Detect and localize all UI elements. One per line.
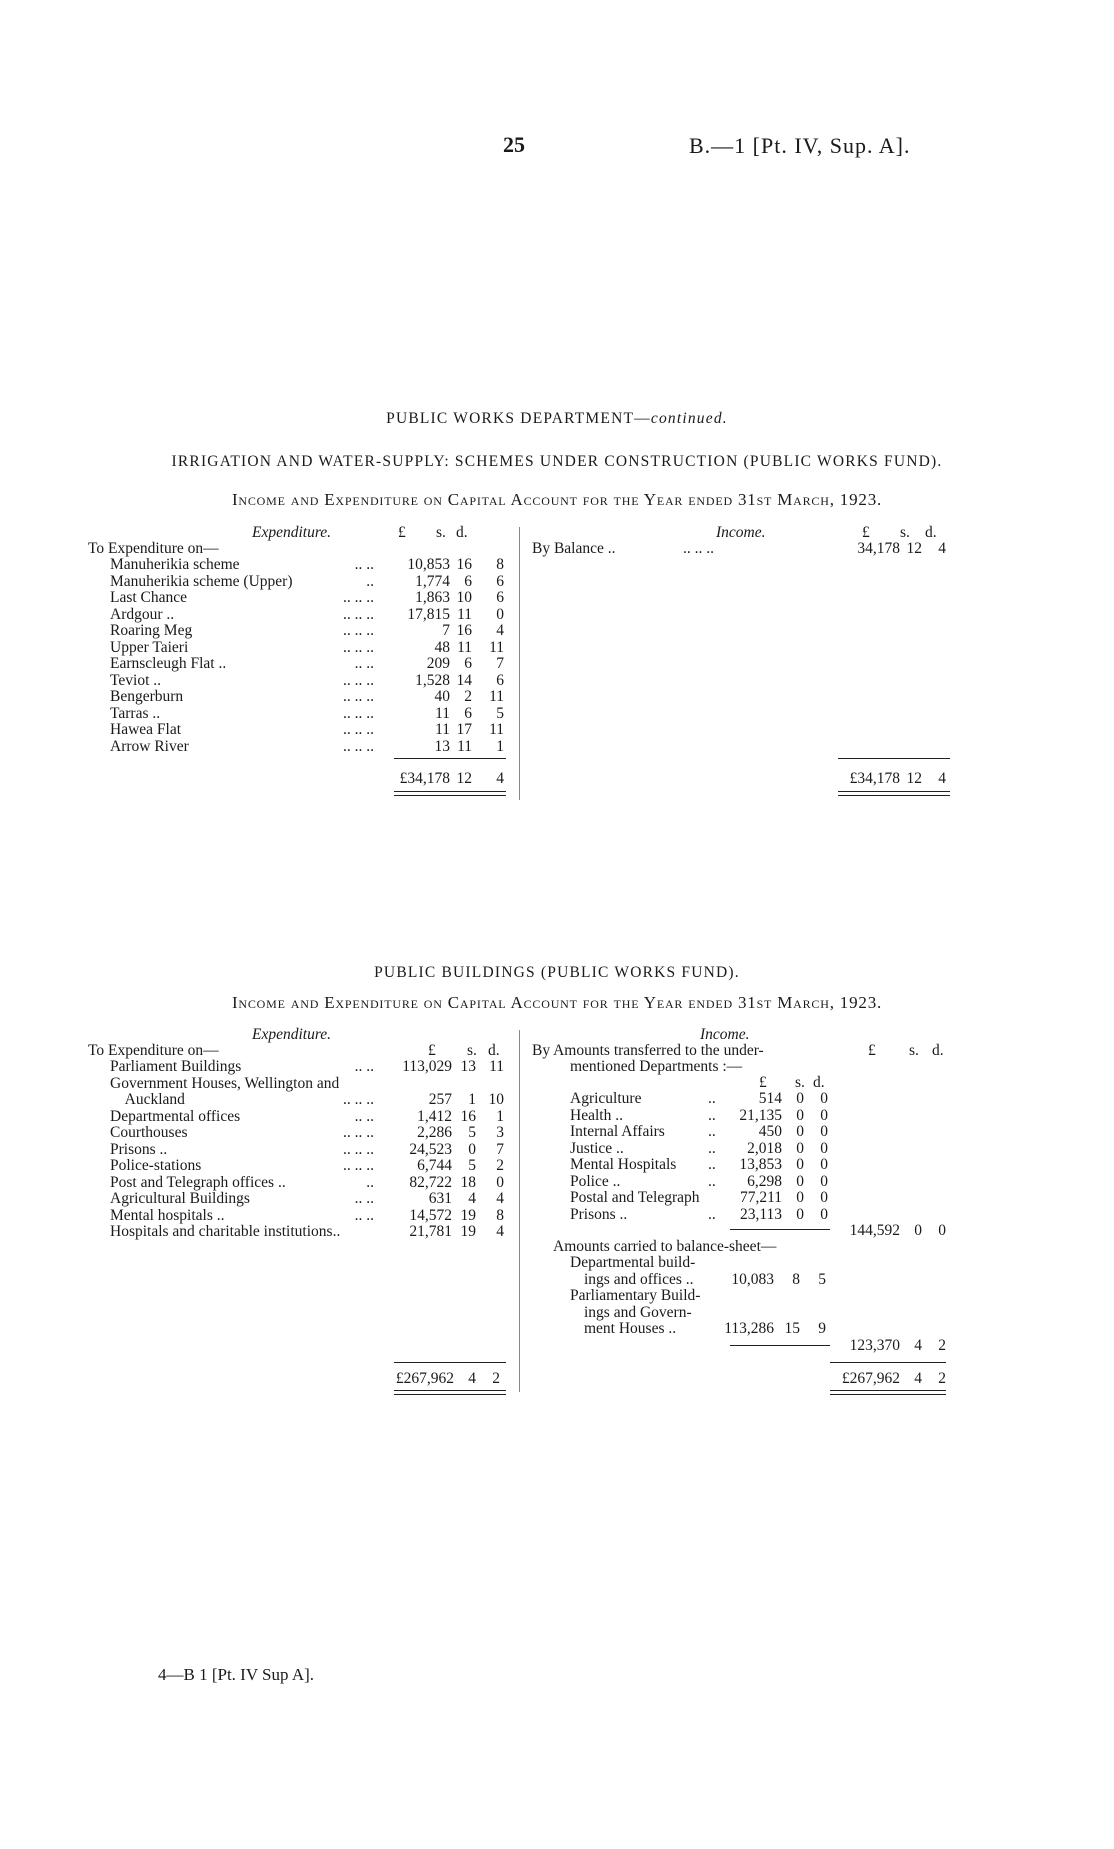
- expenditure-label: Expenditure.: [252, 1026, 332, 1043]
- carried-subtotal-pence: 2: [938, 1337, 946, 1354]
- expenditure-pounds: 48: [434, 639, 450, 656]
- expenditure-pence: 3: [496, 1124, 504, 1141]
- expenditure-pence: 11: [489, 688, 504, 705]
- expenditure-item-name: Ardgour ..: [110, 606, 175, 623]
- dept-pence-header: d.: [813, 1074, 825, 1091]
- dot-leader: .. ..: [354, 655, 374, 672]
- expenditure-pence: 1: [496, 738, 504, 755]
- expenditure-total-pounds: £267,962: [395, 1370, 454, 1387]
- income-shillings: 12: [906, 540, 922, 557]
- department-shillings: 0: [796, 1090, 804, 1107]
- expenditure-pounds: 1,528: [415, 672, 450, 689]
- shillings-header: s.: [436, 524, 446, 541]
- dot-leader: .. .. ..: [343, 672, 374, 689]
- department-shillings: 0: [796, 1173, 804, 1190]
- shillings-header: s.: [909, 1042, 919, 1059]
- dot-leader: ..: [708, 1140, 716, 1157]
- expenditure-item-name: Post and Telegraph offices ..: [110, 1174, 286, 1191]
- dot-leader: .. .. ..: [343, 721, 374, 738]
- dot-leader: .. ..: [354, 1190, 374, 1207]
- expenditure-pence: 1: [496, 1108, 504, 1125]
- dot-leader: ..: [708, 1123, 716, 1140]
- expenditure-total-shillings: 12: [456, 770, 472, 787]
- department-shillings: 0: [796, 1140, 804, 1157]
- total-rule: [394, 758, 506, 759]
- expenditure-item-name: Tarras ..: [110, 705, 161, 722]
- expenditure-shillings: 2: [464, 688, 472, 705]
- expenditure-shillings: 10: [456, 589, 472, 606]
- expenditure-item-name: Agricultural Buildings: [110, 1190, 250, 1207]
- expenditure-pounds: 11: [435, 721, 450, 738]
- expenditure-item-name: Police-stations: [110, 1157, 202, 1174]
- expenditure-pounds: 1,863: [415, 589, 450, 606]
- departments-subtotal-shillings: 0: [914, 1222, 922, 1239]
- dot-leader: .. .. ..: [343, 1124, 374, 1141]
- carried-pounds: 113,286: [724, 1320, 774, 1337]
- expenditure-shillings: 4: [468, 1190, 476, 1207]
- income-total-pounds: £267,962: [841, 1370, 900, 1387]
- expenditure-pence: 11: [489, 721, 504, 738]
- total-rule: [394, 1362, 506, 1363]
- department-pounds: 23,113: [739, 1206, 782, 1223]
- income-label: Income.: [716, 524, 766, 541]
- department-name: Justice ..: [570, 1140, 624, 1157]
- department-pence: 0: [820, 1107, 828, 1124]
- department-pounds: 77,211: [739, 1189, 782, 1206]
- expenditure-pounds: 40: [434, 688, 450, 705]
- expenditure-pence: 6: [496, 589, 504, 606]
- carried-subtotal-pounds: 123,370: [849, 1337, 900, 1354]
- carried-pence: 5: [818, 1271, 826, 1288]
- department-pence: 0: [820, 1140, 828, 1157]
- footer-signature: 4—B 1 [Pt. IV Sup A].: [158, 1665, 315, 1684]
- dot-leader: ..: [708, 1156, 716, 1173]
- department-pence: 0: [820, 1123, 828, 1140]
- dot-leader: .. .. ..: [343, 1091, 374, 1108]
- expenditure-pounds: 257: [428, 1091, 452, 1108]
- dot-leader: .. ..: [354, 1108, 374, 1125]
- expenditure-pounds: 2,286: [417, 1124, 452, 1141]
- expenditure-item-name: Roaring Meg: [110, 622, 193, 639]
- expenditure-pence: 4: [496, 622, 504, 639]
- expenditure-pounds: 17,815: [407, 606, 450, 623]
- expenditure-item-name: Parliament Buildings: [110, 1058, 242, 1075]
- section2-subheading: Income and Expenditure on Capital Account for the Year ended 31st March, 1923.: [231, 993, 883, 1012]
- department-pence: 0: [820, 1173, 828, 1190]
- carried-item-line: ings and Govern-: [584, 1304, 692, 1321]
- total-rule: [838, 758, 950, 759]
- double-rule: [830, 1390, 946, 1395]
- total-rule: [830, 1362, 946, 1363]
- expenditure-shillings: 6: [464, 705, 472, 722]
- expenditure-pounds: 11: [435, 705, 450, 722]
- document-reference: B.—1 [Pt. IV, Sup. A].: [689, 133, 911, 158]
- expenditure-shillings: 6: [464, 573, 472, 590]
- expenditure-pounds: 631: [428, 1190, 452, 1207]
- department-name: Postal and Telegraph: [570, 1189, 700, 1206]
- carried-item-line: Parliamentary Build-: [570, 1287, 701, 1304]
- carried-pence: 9: [818, 1320, 826, 1337]
- to-expenditure-line: To Expenditure on—: [88, 540, 219, 557]
- department-pounds: 21,135: [739, 1107, 782, 1124]
- department-pounds: 6,298: [747, 1173, 782, 1190]
- section1-heading: IRRIGATION AND WATER-SUPPLY: SCHEMES UNDER CONSTRUCTION (PUBLIC WORKS FUND).: [171, 453, 943, 470]
- department-shillings: 0: [796, 1123, 804, 1140]
- expenditure-item-name: Auckland: [110, 1091, 185, 1108]
- shillings-header: s.: [900, 524, 910, 541]
- section1-subheading: Income and Expenditure on Capital Account for the Year ended 31st March, 1923.: [231, 490, 883, 509]
- expenditure-pounds: 14,572: [409, 1207, 452, 1224]
- department-name: Health ..: [570, 1107, 623, 1124]
- dot-leader: .. .. ..: [343, 639, 374, 656]
- pound-header: £: [398, 524, 406, 541]
- expenditure-pounds: 13: [434, 738, 450, 755]
- expenditure-shillings: 19: [460, 1223, 476, 1240]
- expenditure-pence: 0: [496, 1174, 504, 1191]
- carried-subtotal-shillings: 4: [914, 1337, 922, 1354]
- department-title: PUBLIC WORKS DEPARTMENT—continued.: [386, 410, 728, 427]
- expenditure-pence: 10: [488, 1091, 504, 1108]
- double-rule: [394, 791, 506, 796]
- subtotal-rule: [730, 1229, 830, 1230]
- department-pounds: 13,853: [739, 1156, 782, 1173]
- expenditure-pounds: 1,774: [415, 573, 450, 590]
- dot-leader: .. .. ..: [343, 738, 374, 755]
- expenditure-item-name: Manuherikia scheme (Upper): [110, 573, 293, 590]
- carried-shillings: 15: [784, 1320, 800, 1337]
- department-pounds: 2,018: [747, 1140, 782, 1157]
- expenditure-item-name: Arrow River: [110, 738, 189, 755]
- expenditure-total-shillings: 4: [468, 1370, 476, 1387]
- expenditure-pounds: 1,412: [417, 1108, 452, 1125]
- expenditure-pence: 11: [489, 639, 504, 656]
- expenditure-shillings: 11: [457, 738, 472, 755]
- expenditure-shillings: 16: [456, 556, 472, 573]
- income-total-shillings: 4: [914, 1370, 922, 1387]
- expenditure-pounds: 21,781: [409, 1223, 452, 1240]
- expenditure-pounds: 24,523: [409, 1141, 452, 1158]
- subtotal-rule: [730, 1345, 830, 1346]
- department-pence: 0: [820, 1189, 828, 1206]
- expenditure-item-name: Government Houses, Wellington and: [110, 1075, 340, 1092]
- expenditure-pounds: 209: [426, 655, 450, 672]
- expenditure-pence: 6: [496, 672, 504, 689]
- dot-leader: .. .. ..: [343, 705, 374, 722]
- double-rule: [394, 1390, 506, 1395]
- expenditure-item-name: Courthouses: [110, 1124, 188, 1141]
- dot-leader: ..: [708, 1090, 716, 1107]
- to-expenditure-line: To Expenditure on—: [88, 1042, 219, 1059]
- expenditure-pence: 0: [496, 606, 504, 623]
- dot-leader: .. .. ..: [683, 540, 714, 557]
- department-shillings: 0: [796, 1107, 804, 1124]
- expenditure-total-pence: 2: [492, 1370, 500, 1387]
- department-pence: 0: [820, 1206, 828, 1223]
- income-total-pence: 2: [938, 1370, 946, 1387]
- expenditure-pence: 7: [496, 655, 504, 672]
- dot-leader: .. ..: [354, 556, 374, 573]
- department-name: Internal Affairs: [570, 1123, 665, 1140]
- expenditure-pence: 4: [496, 1190, 504, 1207]
- expenditure-shillings: 11: [457, 606, 472, 623]
- department-name: Agriculture: [570, 1090, 642, 1107]
- expenditure-item-name: Mental hospitals ..: [110, 1207, 225, 1224]
- expenditure-shillings: 6: [464, 655, 472, 672]
- expenditure-shillings: 19: [460, 1207, 476, 1224]
- expenditure-total-pounds: £34,178: [399, 770, 450, 787]
- expenditure-shillings: 18: [460, 1174, 476, 1191]
- departments-subtotal-pence: 0: [938, 1222, 946, 1239]
- pence-header: d.: [932, 1042, 944, 1059]
- dot-leader: ..: [366, 1174, 374, 1191]
- expenditure-shillings: 16: [456, 622, 472, 639]
- expenditure-pence: 6: [496, 573, 504, 590]
- expenditure-item-name: Upper Taieri: [110, 639, 189, 656]
- department-pence: 0: [820, 1090, 828, 1107]
- expenditure-label: Expenditure.: [252, 524, 332, 541]
- expenditure-pounds: 10,853: [407, 556, 450, 573]
- pound-header: £: [862, 524, 870, 541]
- expenditure-pence: 2: [496, 1157, 504, 1174]
- dot-leader: ..: [366, 573, 374, 590]
- page-number: 25: [503, 132, 525, 157]
- expenditure-item-name: Hospitals and charitable institutions..: [110, 1223, 341, 1240]
- expenditure-pounds: 6,744: [417, 1157, 452, 1174]
- department-pounds: 450: [758, 1123, 782, 1140]
- section2-heading: PUBLIC BUILDINGS (PUBLIC WORKS FUND).: [374, 964, 740, 981]
- carried-item-line: ment Houses ..: [584, 1320, 677, 1337]
- income-total-pounds: £34,178: [849, 770, 900, 787]
- carried-item-line: ings and offices ..: [584, 1271, 694, 1288]
- carried-pounds: 10,083: [731, 1271, 774, 1288]
- expenditure-item-name: Manuherikia scheme: [110, 556, 240, 573]
- dept-shillings-header: s.: [795, 1074, 805, 1091]
- expenditure-pence: 8: [496, 1207, 504, 1224]
- expenditure-shillings: 11: [457, 639, 472, 656]
- expenditure-item-name: Earnscleugh Flat ..: [110, 655, 227, 672]
- expenditure-shillings: 16: [460, 1108, 476, 1125]
- pence-header: d.: [456, 524, 468, 541]
- dot-leader: .. .. ..: [343, 606, 374, 623]
- expenditure-shillings: 13: [460, 1058, 476, 1075]
- expenditure-shillings: 5: [468, 1124, 476, 1141]
- dot-leader: .. .. ..: [343, 589, 374, 606]
- dot-leader: .. ..: [354, 1058, 374, 1075]
- pence-header: d.: [488, 1042, 500, 1059]
- income-label: Income.: [700, 1026, 750, 1043]
- expenditure-pence: 7: [496, 1141, 504, 1158]
- income-item-balance: By Balance ..: [532, 540, 616, 557]
- expenditure-pence: 5: [496, 705, 504, 722]
- column-divider: [519, 527, 520, 800]
- dot-leader: .. .. ..: [343, 688, 374, 705]
- expenditure-shillings: 17: [456, 721, 472, 738]
- department-name: Mental Hospitals: [570, 1156, 677, 1173]
- column-divider: [519, 1030, 520, 1392]
- dot-leader: ..: [708, 1173, 716, 1190]
- expenditure-pence: 4: [496, 1223, 504, 1240]
- expenditure-pounds: 113,029: [402, 1058, 452, 1075]
- expenditure-item-name: Hawea Flat: [110, 721, 182, 738]
- carried-item-line: Departmental build-: [570, 1254, 696, 1271]
- carried-to-balance-sheet-heading: Amounts carried to balance-sheet—: [553, 1238, 777, 1255]
- expenditure-shillings: 14: [456, 672, 472, 689]
- expenditure-pence: 11: [489, 1058, 504, 1075]
- expenditure-item-name: Last Chance: [110, 589, 188, 606]
- dot-leader: ..: [708, 1206, 716, 1223]
- expenditure-shillings: 1: [468, 1091, 476, 1108]
- pence-header: d.: [925, 524, 937, 541]
- department-name: Police ..: [570, 1173, 621, 1190]
- dot-leader: ..: [708, 1107, 716, 1124]
- expenditure-pence: 8: [496, 556, 504, 573]
- department-pence: 0: [820, 1156, 828, 1173]
- expenditure-total-pence: 4: [496, 770, 504, 787]
- pound-header: £: [428, 1042, 436, 1059]
- double-rule: [838, 791, 950, 796]
- income-pounds: 34,178: [857, 540, 900, 557]
- department-name: Prisons ..: [570, 1206, 628, 1223]
- department-shillings: 0: [796, 1156, 804, 1173]
- department-shillings: 0: [796, 1206, 804, 1223]
- expenditure-item-name: Prisons ..: [110, 1141, 168, 1158]
- carried-shillings: 8: [792, 1271, 800, 1288]
- dot-leader: .. .. ..: [343, 1157, 374, 1174]
- expenditure-pounds: 7: [442, 622, 450, 639]
- dept-pound-header: £: [759, 1074, 767, 1091]
- expenditure-item-name: Bengerburn: [110, 688, 184, 705]
- department-pounds: 514: [758, 1090, 782, 1107]
- income-total-pence: 4: [938, 770, 946, 787]
- income-intro-cont: mentioned Departments :—: [570, 1058, 743, 1075]
- dot-leader: .. .. ..: [343, 1141, 374, 1158]
- income-intro: By Amounts transferred to the under-: [532, 1042, 764, 1059]
- dot-leader: .. ..: [354, 1207, 374, 1224]
- pound-header: £: [868, 1042, 876, 1059]
- department-shillings: 0: [796, 1189, 804, 1206]
- expenditure-shillings: 0: [468, 1141, 476, 1158]
- expenditure-item-name: Teviot ..: [110, 672, 162, 689]
- departments-subtotal-pounds: 144,592: [849, 1222, 900, 1239]
- shillings-header: s.: [467, 1042, 477, 1059]
- dot-leader: .. .. ..: [343, 622, 374, 639]
- expenditure-pounds: 82,722: [409, 1174, 452, 1191]
- income-total-shillings: 12: [906, 770, 922, 787]
- expenditure-item-name: Departmental offices: [110, 1108, 241, 1125]
- income-pence: 4: [938, 540, 946, 557]
- expenditure-shillings: 5: [468, 1157, 476, 1174]
